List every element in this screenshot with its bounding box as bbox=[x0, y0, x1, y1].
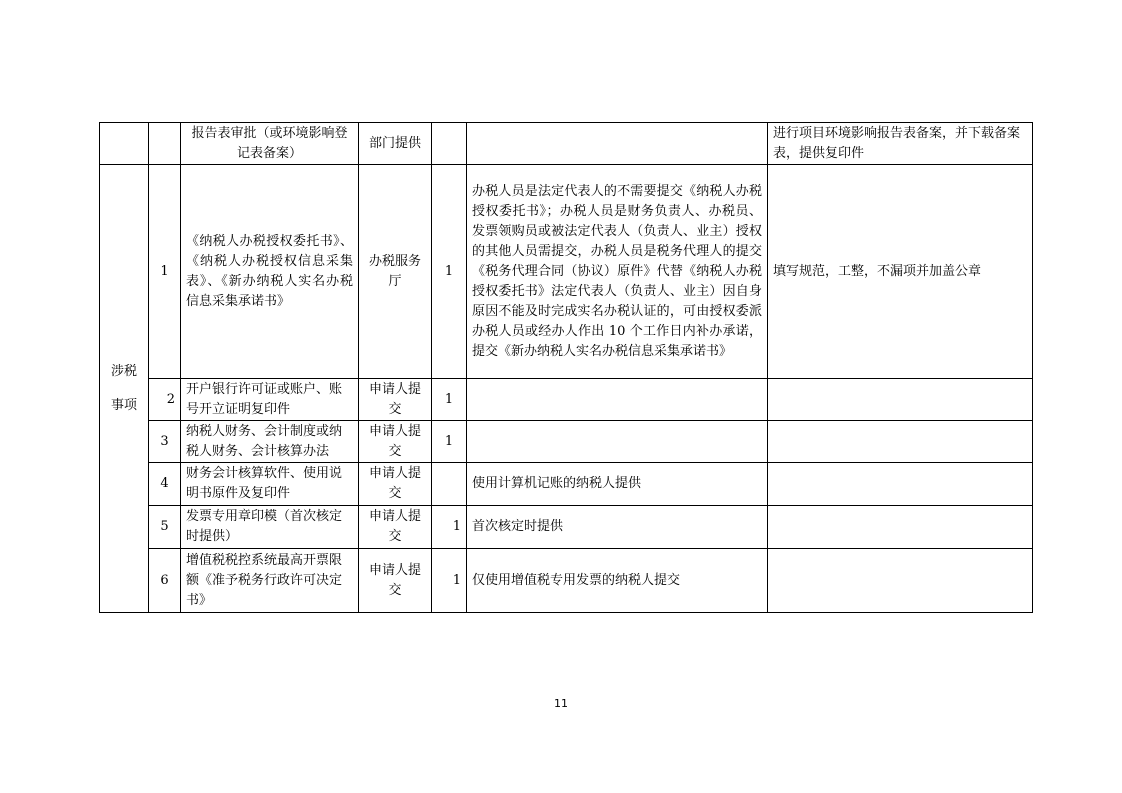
copies-cell: 1 bbox=[432, 379, 467, 421]
condition-cell: 首次核定时提供 bbox=[467, 506, 768, 549]
source-cell: 部门提供 bbox=[359, 123, 432, 165]
source-cell: 申请人提交 bbox=[359, 506, 432, 549]
page-number: 11 bbox=[554, 697, 568, 710]
material-cell: 增值税税控系统最高开票限额《准予税务行政许可决定书》 bbox=[181, 549, 359, 613]
table-row bbox=[100, 549, 1033, 613]
category-cell bbox=[100, 165, 149, 613]
copies-cell: 1 bbox=[432, 506, 467, 549]
source-cell: 申请人提交 bbox=[359, 379, 432, 421]
copies-cell: 1 bbox=[432, 421, 467, 463]
table-row bbox=[100, 506, 1033, 549]
condition-cell: 办税人员是法定代表人的不需要提交《纳税人办税授权委托书》；办税人员是财务负责人、办税员、发票领购员或被法定代表人（负责人、业主）授权的其他人员需提交，办税人员是税务代理人的提交《税务代理合同（协议）原件》代替《纳税人办税授权委托书》法定代表人（负责人、业主）因自身原因不能及时完成实名办税认证的，可由授权委派办税人员或经办人作出 10 个工作日内补办承诺，提交《新办纳税人实名办税信息采集承诺书》 bbox=[467, 165, 768, 379]
requirement-cell bbox=[768, 549, 1033, 613]
material-cell: 报告表审批（或环境影响登记表备案） bbox=[181, 123, 359, 165]
copies-cell bbox=[432, 123, 467, 165]
number-cell: 6 bbox=[149, 549, 181, 613]
requirement-cell bbox=[768, 463, 1033, 506]
source-cell: 申请人提交 bbox=[359, 549, 432, 613]
number-cell: 5 bbox=[149, 506, 181, 549]
copies-cell: 1 bbox=[432, 165, 467, 379]
table-row-top bbox=[100, 123, 1033, 165]
condition-cell: 使用计算机记账的纳税人提供 bbox=[467, 463, 768, 506]
copies-cell bbox=[432, 463, 467, 506]
condition-cell bbox=[467, 421, 768, 463]
condition-cell: 仅使用增值税专用发票的纳税人提交 bbox=[467, 549, 768, 613]
category-cell bbox=[100, 123, 149, 165]
number-cell: 4 bbox=[149, 463, 181, 506]
material-cell: 《纳税人办税授权委托书》、《纳税人办税授权信息采集表》、《新办纳税人实名办税信息采集承诺书》 bbox=[181, 165, 359, 379]
source-cell: 申请人提交 bbox=[359, 463, 432, 506]
requirement-cell bbox=[768, 506, 1033, 549]
condition-cell bbox=[467, 123, 768, 165]
source-cell: 申请人提交 bbox=[359, 421, 432, 463]
number-cell: 3 bbox=[149, 421, 181, 463]
category-line: 涉税 bbox=[110, 363, 137, 379]
number-cell: 1 bbox=[149, 165, 181, 379]
requirement-cell: 填写规范，工整，不漏项并加盖公章 bbox=[768, 165, 1033, 379]
table-row bbox=[100, 421, 1033, 463]
table-row bbox=[100, 379, 1033, 421]
table-row bbox=[100, 463, 1033, 506]
material-cell: 开户银行许可证或账户、账号开立证明复印件 bbox=[181, 379, 359, 421]
document-table bbox=[99, 122, 1033, 613]
number-cell bbox=[149, 123, 181, 165]
number-cell: 2 bbox=[149, 379, 181, 421]
material-cell: 财务会计核算软件、使用说明书原件及复印件 bbox=[181, 463, 359, 506]
material-cell: 纳税人财务、会计制度或纳税人财务、会计核算办法 bbox=[181, 421, 359, 463]
requirement-cell bbox=[768, 379, 1033, 421]
material-cell: 发票专用章印模（首次核定时提供） bbox=[181, 506, 359, 549]
copies-cell: 1 bbox=[432, 549, 467, 613]
requirement-cell: 进行项目环境影响报告表备案，并下载备案表，提供复印件 bbox=[768, 123, 1033, 165]
table-row bbox=[100, 165, 1033, 379]
category-line: 事项 bbox=[110, 397, 137, 413]
source-cell: 办税服务厅 bbox=[359, 165, 432, 379]
requirement-cell bbox=[768, 421, 1033, 463]
condition-cell bbox=[467, 379, 768, 421]
